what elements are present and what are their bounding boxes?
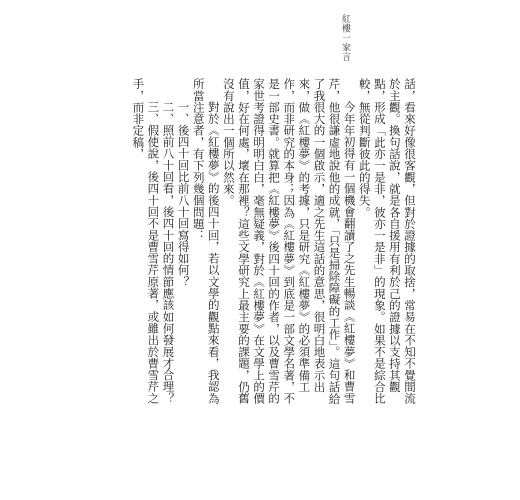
paragraph-kaoju: 今年年初得有一個機會翻讀了之先生暢談《紅樓夢》和曹雪芹，他很謙虛地說他的成就，「只是掃除障礙的工作」。這句話給了我很大的一個啟示，適之先生這話的意思，很明白地表示出來，做《紅樓夢》的考據，只是研究《紅樓夢》的必須準備工作，而非研究的本身；因為《紅樓夢》到底是一部文學名著，不是一部史書。就算把《紅樓夢》後四十回的作者，以及曹雪芹的家世考證得明明白白，毫無疑義，對於《紅樓夢》在文學上的價值，好在何處，壞在那裡？這些文學研究上最主要的課題，仍舊沒有說出一個所以然來。	[221, 78, 357, 405]
running-head: 紅樓一家言	[340, 14, 350, 62]
page-body	[92, 78, 417, 410]
paragraph-questions-intro: 對於《紅樓夢》的後四十回，若以文學的觀點來看，我認為所當注意者，有下列幾個問題：	[191, 78, 221, 404]
question-item: 二、照前八十回看，後四十回的情節應該如何發展才合理？	[161, 101, 176, 404]
question-item: 三、假使說，後四十回不是曹雪芹原著，或雖出於曹雪芹之手，而非定稿，	[131, 78, 161, 404]
paragraph-continuation: 話，看來好像很客觀，但對於證據的取捨，常易在不知不覺間流於主觀。換句話說，就是各自援用有利於己的證據以支持其觀點，形成「此亦一是非，彼亦一是非」的現象。如果不是綜合比較，無從判斷彼此的得失。	[357, 78, 417, 405]
question-item: 一、後四十回比前八十回寫得如何？	[176, 101, 191, 288]
